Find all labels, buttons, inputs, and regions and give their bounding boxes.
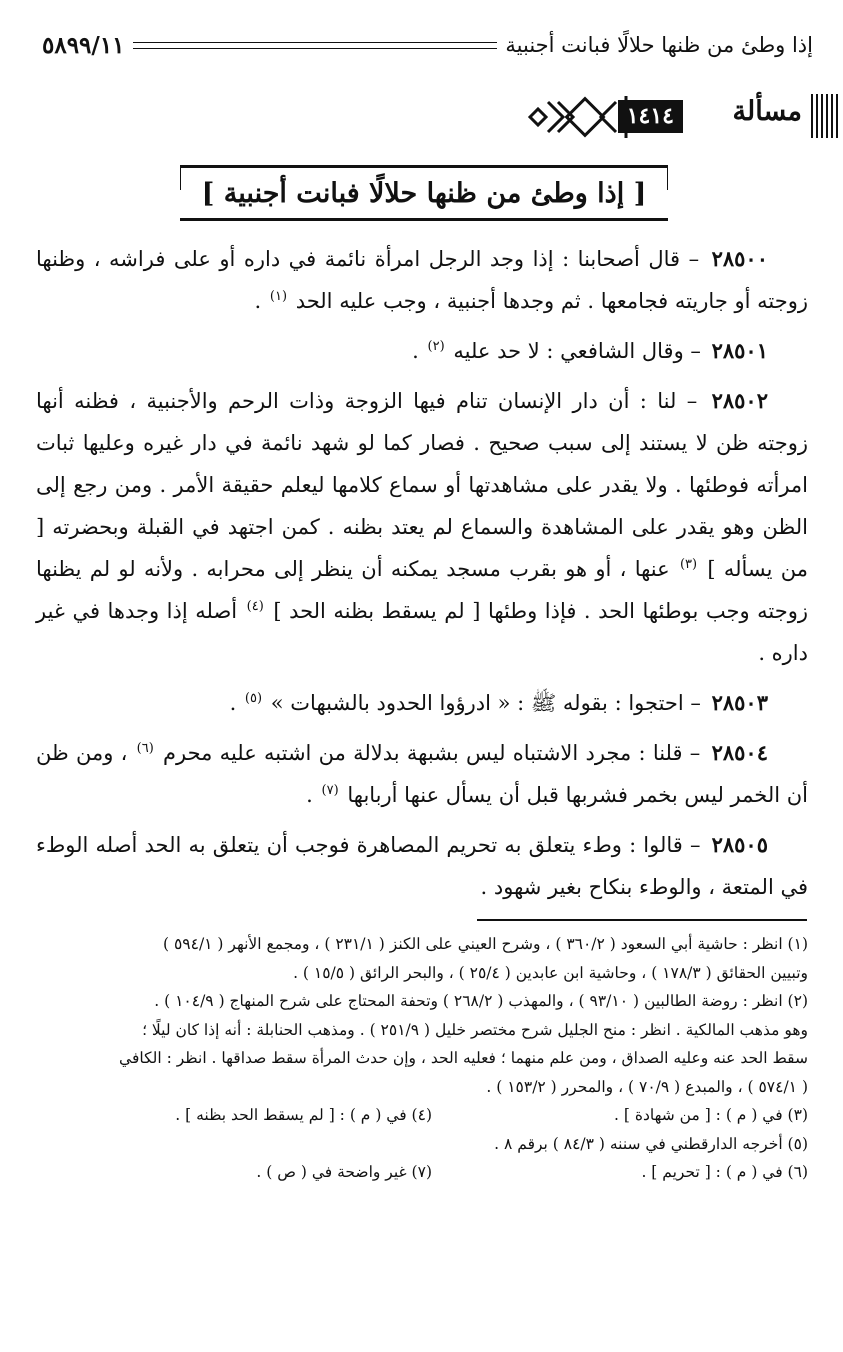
paragraph-28504 bbox=[36, 732, 808, 816]
footnote-marker: (٦) bbox=[136, 741, 154, 756]
footnote-marker: (٣) bbox=[679, 557, 698, 572]
masala-label: مسألة bbox=[732, 96, 802, 127]
paragraph-tail: . bbox=[306, 783, 320, 807]
ornament-icon bbox=[528, 92, 628, 142]
chapter-title: [ إذا وطئ من ظنها حلالًا فبانت أجنبية ] bbox=[201, 177, 647, 209]
footnotes bbox=[36, 930, 808, 1187]
footnote-marker: (٥) bbox=[244, 691, 263, 706]
paragraph-text: – قال أصحابنا : إذا وجد الرجل امرأة نائمة في داره أو على فراشه ، وظنها زوجته أو جاريته فجامعها . ثم وجدها أجنبية ، وجب عليه الحد bbox=[36, 247, 808, 313]
footnote-4: (٤) في ( م ) : [ لم يسقط الحد بظنه ] . bbox=[175, 1106, 432, 1124]
footnote-pair bbox=[36, 1158, 808, 1187]
paragraph-text: – احتجوا : بقوله ﷺ : « ادرؤوا الحدود بالشبهات » bbox=[270, 691, 701, 715]
paragraph-tail: أصله إذا وجدها في غير داره . bbox=[36, 599, 808, 665]
paragraph-number: ٢٨٥٠٥ bbox=[711, 832, 768, 857]
paragraph-number: ٢٨٥٠٢ bbox=[711, 388, 768, 413]
footnote-line: وهو مذهب المالكية . انظر : منح الجليل شرح مختصر خليل ( ٢٥١/٩ ) . ومذهب الحنابلة : أنه إذا كان ليلًا ؛ bbox=[142, 1020, 808, 1039]
footnote-marker: (٢) bbox=[427, 339, 445, 354]
paragraph-28503 bbox=[36, 682, 808, 724]
main-text bbox=[36, 238, 808, 916]
header-rule bbox=[133, 42, 498, 49]
paragraph-text: – قلنا : مجرد الاشتباه ليس بشبهة بدلالة من اشتبه عليه محرم bbox=[163, 741, 701, 765]
paragraph-text: – وقال الشافعي : لا حد عليه bbox=[453, 339, 701, 363]
barcode-ornament-icon bbox=[808, 94, 838, 138]
paragraph-number: ٢٨٥٠٠ bbox=[711, 246, 768, 271]
masala-banner bbox=[528, 90, 838, 144]
footnote-line: سقط الحد عنه وعليه الصداق ، ومن علم منهما ؛ فعليه الحد ، وإن حدث المرأة سقط صداقها . انظر : الكافي bbox=[119, 1049, 808, 1067]
masala-number-badge: ١٤١٤ bbox=[618, 100, 683, 133]
footnote-line: (١) انظر : حاشية أبي السعود ( ٣٦٠/٢ ) ، وشرح العيني على الكنز ( ٢٣١/١ ) ، ومجمع الأنهر ( ٥٩٤/١ ) bbox=[162, 935, 808, 953]
footnote-separator bbox=[477, 919, 807, 921]
paragraph-number: ٢٨٥٠٣ bbox=[711, 690, 768, 715]
footnote-5: (٥) أخرجه الدارقطني في سننه ( ٨٤/٣ ) برقم ٨ . bbox=[494, 1134, 808, 1153]
running-header bbox=[42, 28, 813, 62]
footnote-6: (٦) في ( م ) : [ تحريم ] . bbox=[641, 1163, 808, 1181]
paragraph-text-continued: ، ومن ظن أن الخمر ليس بخمر فشربها قبل أن يسأل عنها أربابها bbox=[36, 741, 808, 807]
paragraph-28502 bbox=[36, 380, 808, 674]
page-reference: ٥٨٩٩/١١ bbox=[42, 31, 125, 59]
footnote-pair bbox=[36, 1101, 808, 1130]
paragraph-28505 bbox=[36, 824, 808, 908]
paragraph-text-continued: عنها ، أو هو بقرب مسجد يمكنه أن ينظر إلى محرابه . ولأنه لو لم يظنها زوجته وجب بوطئها الحد . فإذا وطئها [ لم يسقط بظنه الحد ] bbox=[36, 557, 808, 623]
paragraph-tail: . bbox=[412, 339, 426, 363]
footnote-marker: (١) bbox=[269, 289, 288, 304]
footnote-line: ( ٥٧٤/١ ) ، والمبدع ( ٧٠/٩ ) ، والمحرر ( ١٥٣/٢ ) . bbox=[486, 1077, 808, 1096]
paragraph-28501 bbox=[36, 330, 808, 372]
paragraph-number: ٢٨٥٠٤ bbox=[711, 740, 768, 765]
footnote-line: وتبيين الحقائق ( ١٧٨/٣ ) ، وحاشية ابن عابدين ( ٢٥/٤ ) ، والبحر الرائق ( ١٥/٥ ) . bbox=[293, 963, 808, 982]
paragraph-tail: . bbox=[254, 289, 268, 313]
paragraph-28500 bbox=[36, 238, 808, 322]
footnote-marker: (٤) bbox=[246, 599, 264, 614]
footnote-marker: (٧) bbox=[321, 783, 339, 798]
footnote-line: (٢) انظر : روضة الطالبين ( ٩٣/١٠ ) ، والمهذب ( ٢٦٨/٢ ) وتحفة المحتاج على شرح المنهاج ( ١٠٤/٩ ) . bbox=[154, 992, 808, 1010]
paragraph-text: – قالوا : وطء يتعلق به تحريم المصاهرة فوجب أن يتعلق به الحد أصله الوطء في المتعة ، والوطء بنكاح بغير شهود . bbox=[36, 833, 808, 899]
paragraph-text: – لنا : أن دار الإنسان تنام فيها الزوجة وذات الرحم والأجنبية ، فظنه أنها زوجته ظن لا يستند إلى سبب صحيح . فصار كما لو شهد نائمة في دار غيره وعليها ثبات امرأته فوطئها . ولا يقدر على مشاهدتها أو سماع كلامها ليعلم حقيقة الأمر . ومن رجع إلى الظن وهو يقدر على المشاهدة والسماع لم يعتد بظنه . كمن اجتهد في القبلة وبحضرته [ من يسأله ] bbox=[36, 389, 808, 581]
chapter-title-box bbox=[180, 165, 668, 221]
running-title: إذا وطئ من ظنها حلالًا فبانت أجنبية bbox=[505, 33, 813, 57]
footnote-7: (٧) غير واضحة في ( ص ) . bbox=[256, 1163, 432, 1181]
footnote-3: (٣) في ( م ) : [ من شهادة ] . bbox=[614, 1106, 808, 1124]
paragraph-tail: . bbox=[229, 691, 243, 715]
paragraph-number: ٢٨٥٠١ bbox=[711, 338, 768, 363]
